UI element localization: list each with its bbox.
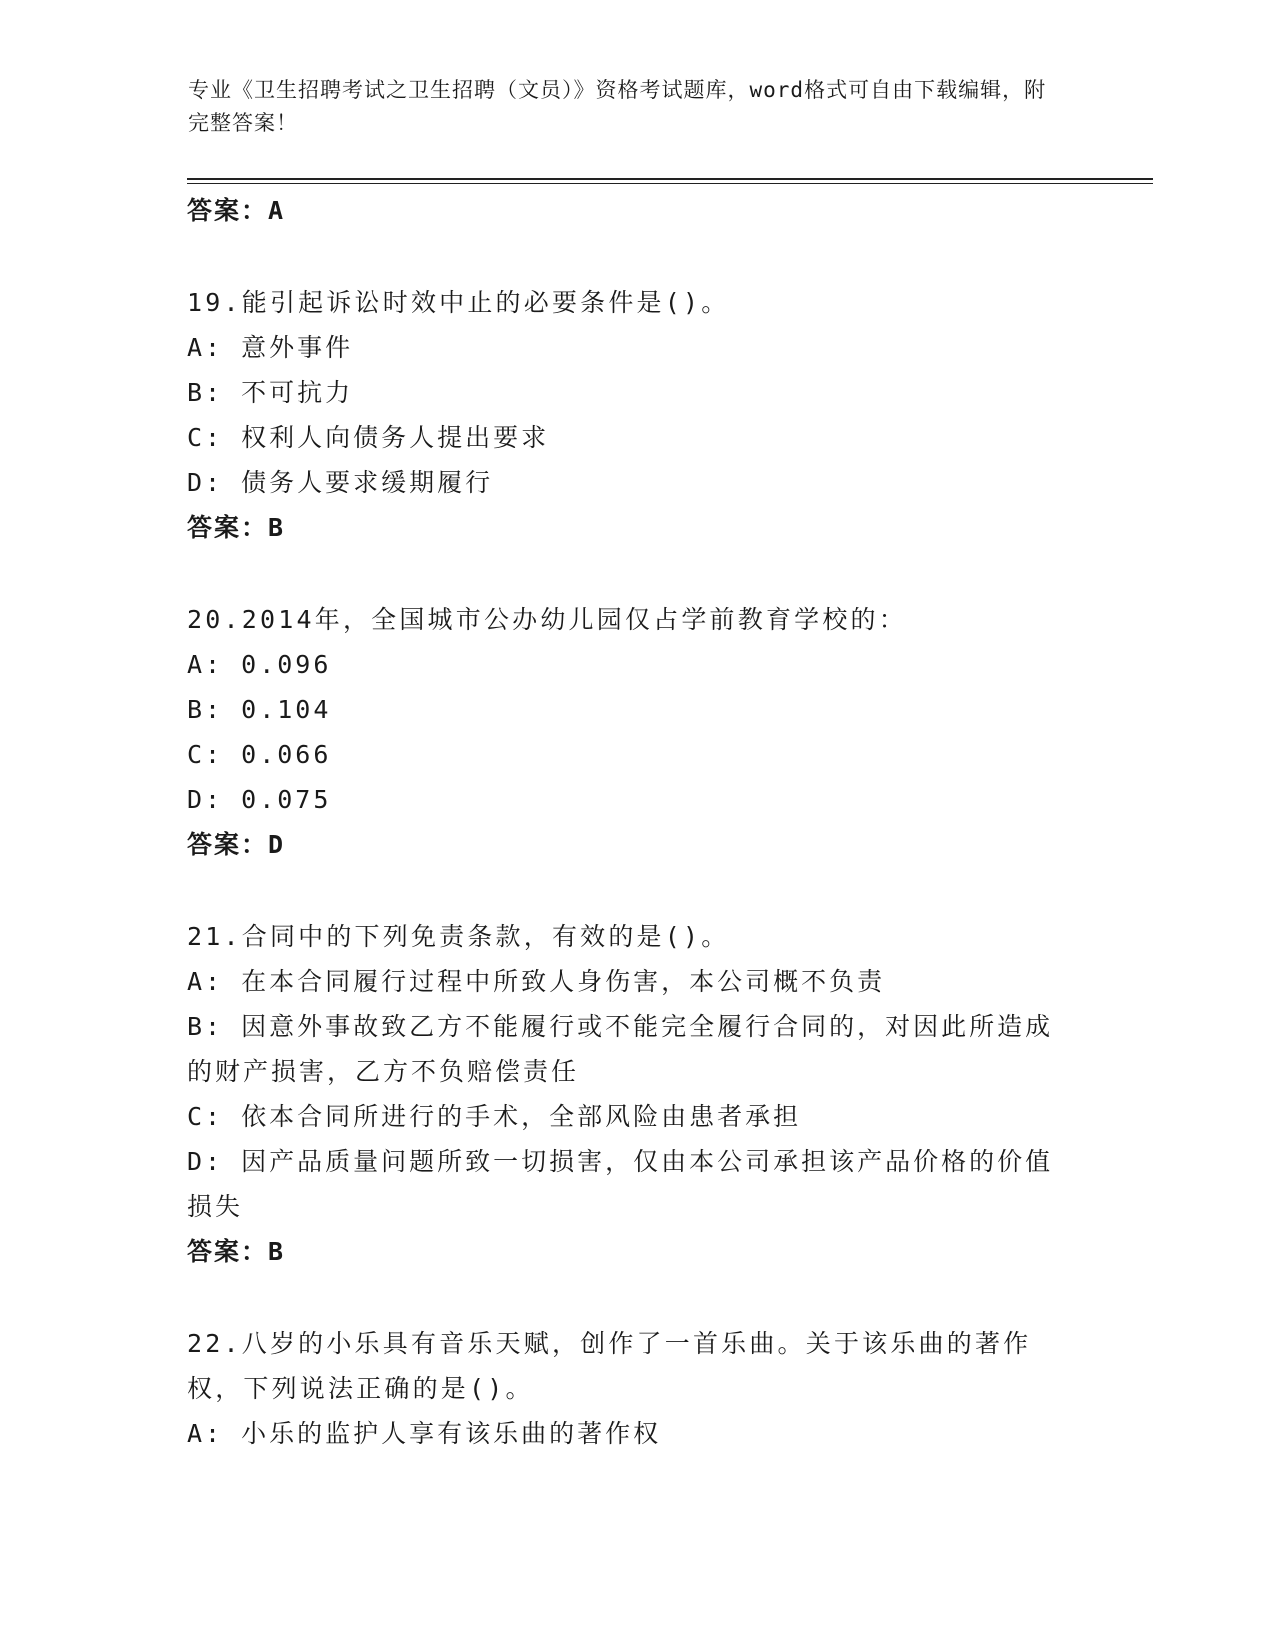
header-rule-thick: [187, 178, 1153, 180]
option-c: C: 权利人向债务人提出要求: [187, 423, 550, 452]
answer-label: 答案：D: [187, 830, 286, 859]
option-b: B: 因意外事故致乙方不能履行或不能完全履行合同的，对因此所造成的财产损害，乙方不负赔偿责任: [187, 1012, 1054, 1086]
question-stem: 21.合同中的下列免责条款，有效的是()。: [187, 922, 730, 951]
answer-label: 答案：B: [187, 1237, 286, 1266]
spacer: [187, 1274, 1077, 1321]
option-d: D: 0.075: [187, 785, 332, 814]
option-a: A: 0.096: [187, 650, 332, 679]
question-22: [187, 1321, 1077, 1456]
option-a: A: 在本合同履行过程中所致人身伤害，本公司概不负责: [187, 967, 886, 996]
question-stem: 22.八岁的小乐具有音乐天赋，创作了一首乐曲。关于该乐曲的著作权，下列说法正确的是()。: [187, 1329, 1032, 1403]
option-b: B: 不可抗力: [187, 378, 354, 407]
option-b: B: 0.104: [187, 695, 332, 724]
answer-label: 答案：A: [187, 196, 286, 225]
question-21: [187, 914, 1077, 1274]
option-d: D: 债务人要求缓期履行: [187, 468, 494, 497]
option-c: C: 依本合同所进行的手术，全部风险由患者承担: [187, 1102, 802, 1131]
question-list: [187, 188, 1077, 1456]
option-c: C: 0.066: [187, 740, 332, 769]
document-header: [188, 74, 1068, 140]
question-stem: 19.能引起诉讼时效中止的必要条件是()。: [187, 288, 730, 317]
spacer: [187, 233, 1077, 280]
option-d: D: 因产品质量问题所致一切损害，仅由本公司承担该产品价格的价值损失: [187, 1147, 1054, 1221]
header-rule-thin: [187, 183, 1153, 184]
option-a: A: 小乐的监护人享有该乐曲的著作权: [187, 1419, 662, 1448]
spacer: [187, 867, 1077, 914]
question-stem: 20.2014年，全国城市公办幼儿园仅占学前教育学校的：: [187, 605, 907, 634]
spacer: [187, 550, 1077, 597]
question-19: [187, 280, 1077, 550]
answer-label: 答案：B: [187, 513, 286, 542]
header-intro-text: 专业《卫生招聘考试之卫生招聘（文员）》资格考试题库，word格式可自由下载编辑，附完整答案！: [188, 78, 1047, 135]
option-a: A: 意外事件: [187, 333, 354, 362]
question-20: [187, 597, 1077, 867]
